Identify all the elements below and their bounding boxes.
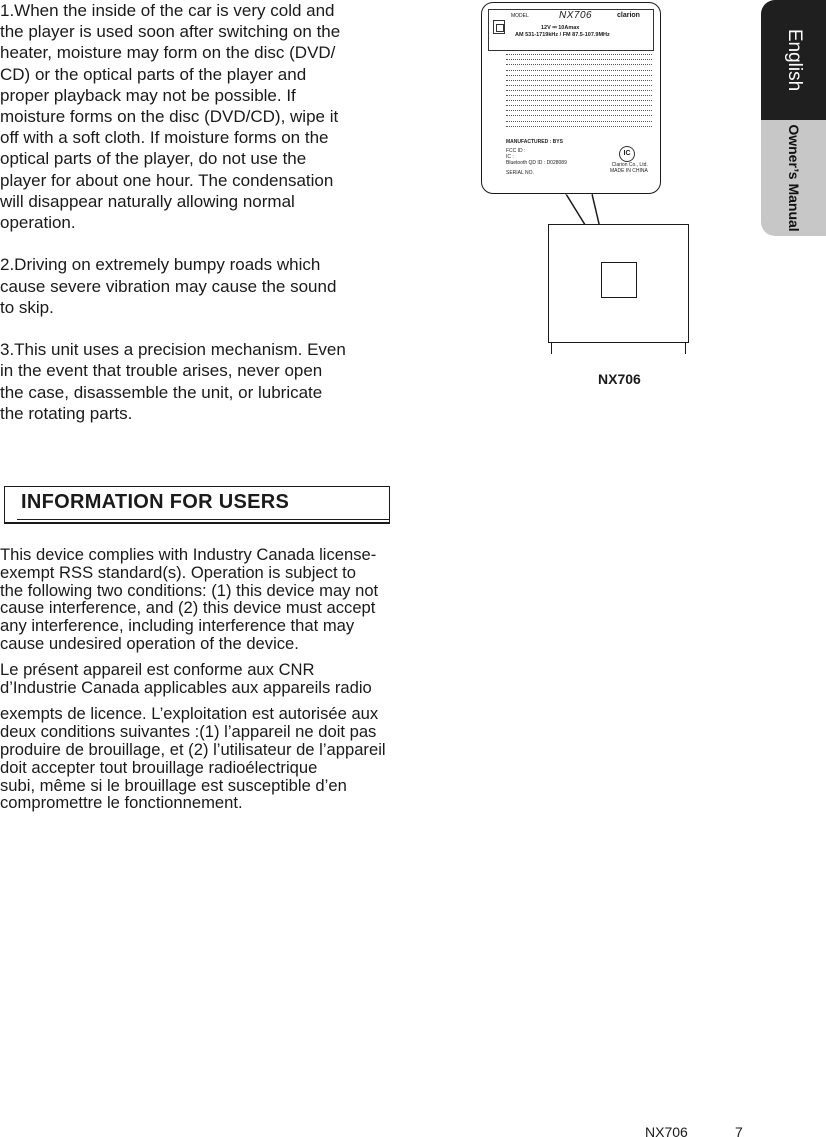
device-base: [551, 343, 686, 354]
label-voltage: 12V ⎓ 10Amax: [541, 25, 580, 31]
label-fcc-id: FCC ID :: [506, 148, 526, 154]
label-origin: Clarion Co., Ltd. MADE IN CHINA: [610, 162, 648, 174]
note-condensation: 1.When the inside of the car is very cold and the player is used soon after switching on the heater, moisture may form on the disc (DVD/ CD) or the optical parts of the player and proper playback may not be possible. If moisture forms on the disc (DVD/CD), wipe it off with a soft cloth. If moisture forms on the optical parts of the player, do not use the player for about one hour. The condensation will disappear naturally allowing normal operation.: [0, 1, 341, 233]
info-paragraph-french-2: exempts de licence. L’exploitation est autorisée aux deux conditions suivantes :(1) l’appareil ne doit pas produire de brouillage, et (2) l’utilisateur de l’appareil doit accepter tout brouillage radioélectrique subi, même si le brouillage est susceptible d’en compromettre le fonctionnement.: [0, 704, 386, 813]
label-compliance-text: [506, 51, 652, 127]
label-model-caption: MODEL: [511, 13, 529, 19]
label-brand: clarion: [617, 12, 640, 19]
device-label-illustration: [481, 2, 661, 194]
note-bumpy-roads: 2.Driving on extremely bumpy roads which cause severe vibration may cause the sound to skip.: [0, 255, 337, 317]
label-bluetooth: Bluetooth QD ID : D028089: [506, 160, 567, 166]
note-precision-mechanism: 3.This unit uses a precision mechanism. Even in the event that trouble arises, never open the case, disassemble the unit, or lubricate the rotating parts.: [0, 340, 346, 423]
manual-tab-label: Owner’s Manual: [785, 124, 802, 232]
language-tab-label: English: [783, 28, 805, 92]
label-ic: IC :: [506, 154, 514, 160]
device-illustration: [548, 224, 689, 343]
device-slot: [601, 262, 637, 298]
label-model-name: NX706: [559, 10, 593, 21]
label-header: [488, 9, 654, 51]
label-bands: AM 531-1719kHz / FM 87.5-107.9MHz: [515, 32, 610, 38]
label-serial: SERIAL NO.: [506, 170, 534, 176]
info-paragraph-english: This device complies with Industry Canada license- exempt RSS standard(s). Operation is subject to the following two conditions: (1) this device may not cause interference, and (2) this device must accept any interference, including interference that may cause undesired operation of the device.: [0, 545, 379, 653]
manual-tab: [761, 120, 826, 236]
section-heading: INFORMATION FOR USERS: [4, 486, 390, 524]
info-section: [0, 546, 425, 820]
chip-icon: [493, 20, 505, 34]
info-paragraph-french-1: Le présent appareil est conforme aux CNR d’Industrie Canada applicables aux appareils radio: [0, 659, 372, 697]
language-tab: [761, 0, 826, 120]
notes-section: [0, 0, 380, 445]
ic-logo-icon: IC: [619, 146, 635, 162]
label-manufactured: MANUFACTURED : BYS: [506, 139, 563, 145]
page-number: 7: [735, 1124, 743, 1137]
footer-model: NX706: [645, 1124, 688, 1137]
device-caption: NX706: [598, 371, 641, 387]
